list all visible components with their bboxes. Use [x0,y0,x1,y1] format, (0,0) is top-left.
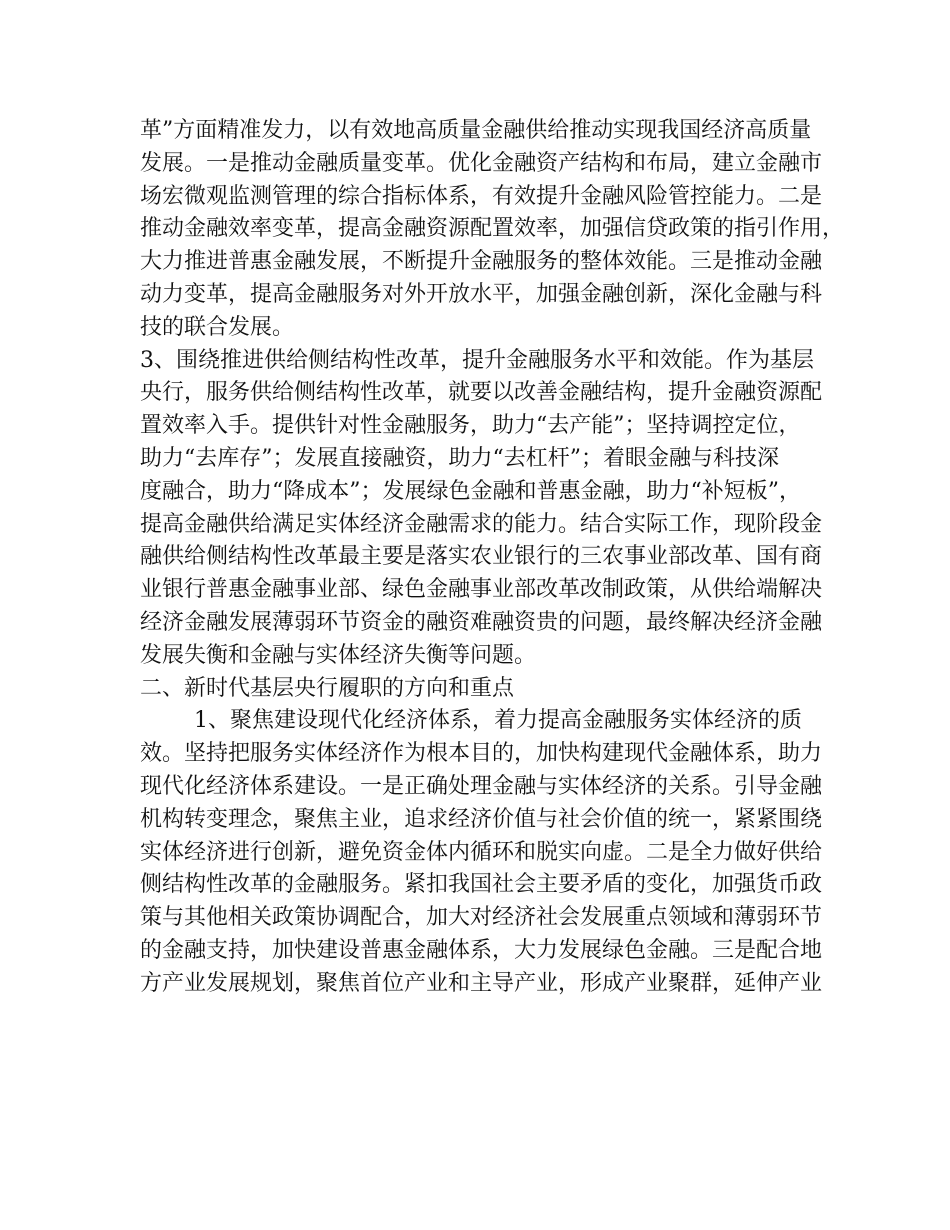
text-line: 机构转变理念，聚焦主业，追求经济价值与社会价值的统一，紧紧围绕 [140,806,823,832]
text-line: 置效率入手。提供针对性金融服务，助力“去产能”；坚持调控定位， [140,413,801,439]
text-line: 方产业发展规划，聚焦首位产业和主导产业，形成产业聚群，延伸产业 [140,970,823,996]
text-line: 度融合，助力“降成本”；发展绿色金融和普惠金融，助力“补短板”， [140,478,801,504]
text-line: 经济金融发展薄弱环节资金的融资难融资贵的问题，最终解决经济金融 [140,609,823,635]
text-line: 提高金融供给满足实体经济金融需求的能力。结合实际工作，现阶段金 [140,511,823,537]
text-line: 大力推进普惠金融发展，不断提升金融服务的整体效能。三是推动金融 [140,249,823,275]
text-line: 的金融支持，加快建设普惠金融体系，大力发展绿色金融。三是配合地 [140,937,823,963]
text-line: 发展失衡和金融与实体经济失衡等问题。 [140,642,537,668]
text-line: 策与其他相关政策协调配合，加大对经济社会发展重点领域和薄弱环节 [140,905,823,931]
text-line: 场宏微观监测管理的综合指标体系，有效提升金融风险管控能力。二是 [140,183,823,209]
text-line: 实体经济进行创新，避免资金体内循环和脱实向虚。二是全力做好供给 [140,839,823,865]
text-line: 3、围绕推进供给侧结构性改革，提升金融服务水平和效能。作为基层 [140,347,814,373]
text-line: 融供给侧结构性改革最主要是落实农业银行的三农事业部改革、国有商 [140,544,823,570]
text-line: 发展。一是推动金融质量变革。优化金融资产结构和布局，建立金融市 [140,150,823,176]
text-line: 央行，服务供给侧结构性改革，就要以改善金融结构，提升金融资源配 [140,380,823,406]
text-line: 推动金融效率变革，提高金融资源配置效率，加强信贷政策的指引作用， [140,216,845,242]
text-line: 技的联合发展。 [140,314,295,340]
text-line: 革”方面精准发力，以有效地高质量金融供给推动实现我国经济高质量 [140,118,812,143]
text-line: 1、聚焦建设现代化经济体系，着力提高金融服务实体经济的质 [194,708,802,734]
text-line: 动力变革，提高金融服务对外开放水平，加强金融创新，深化金融与科 [140,281,823,307]
text-line: 业银行普惠金融事业部、绿色金融事业部改革改制政策，从供给端解决 [140,577,823,603]
text-line: 效。坚持把服务实体经济作为根本目的，加快构建现代金融体系，助力 [140,741,823,767]
text-line: 侧结构性改革的金融服务。紧扣我国社会主要矛盾的变化，加强货币政 [140,872,823,898]
document-body [140,115,845,1001]
text-line: 现代化经济体系建设。一是正确处理金融与实体经济的关系。引导金融 [140,773,823,799]
section-heading: 二、新时代基层央行履职的方向和重点 [140,675,515,701]
text-line: 助力“去库存”；发展直接融资，助力“去杠杆”；着眼金融与科技深 [140,445,779,471]
